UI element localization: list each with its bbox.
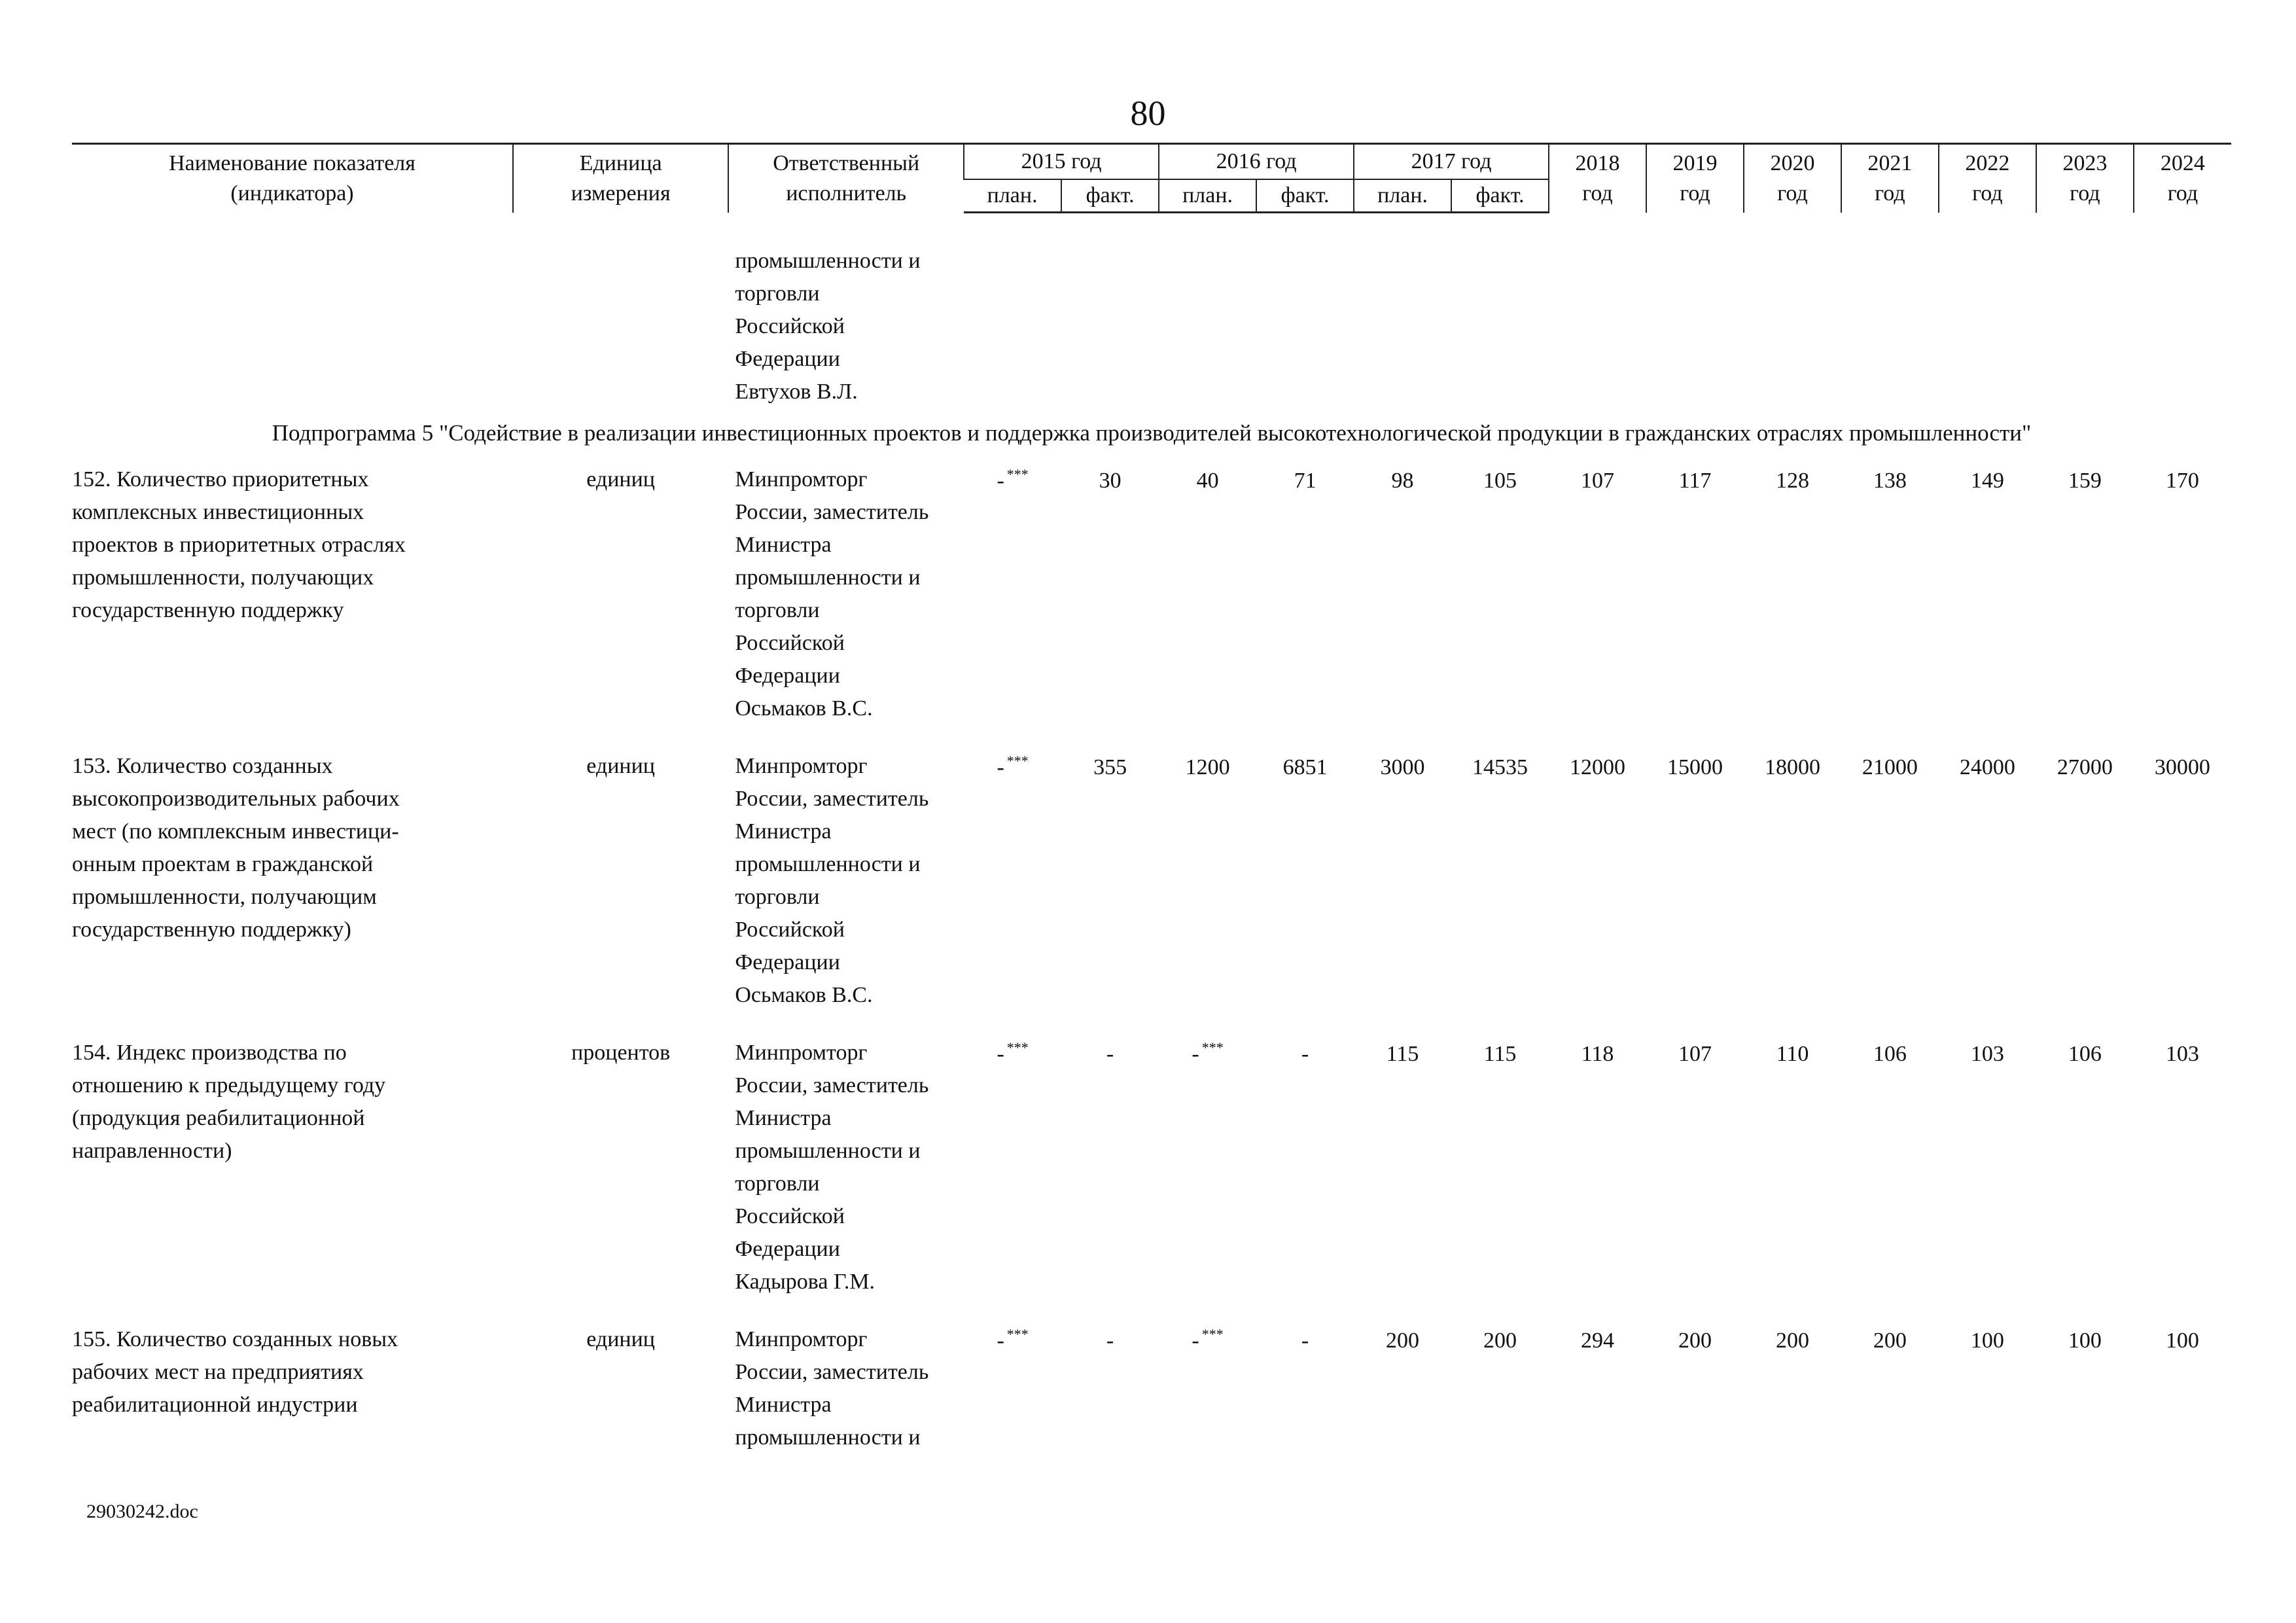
indicator-value <box>1451 458 1549 725</box>
responsible-line: промышленности и <box>735 852 921 876</box>
indicator-value-text: 118 <box>1581 1042 1614 1066</box>
indicator-value-text: - <box>1192 1042 1199 1066</box>
indicator-value <box>1939 745 2036 1012</box>
responsible-line: России, заместитель <box>735 787 929 811</box>
responsible-line: Минпромторг <box>735 1327 868 1351</box>
indicator-value <box>2036 1031 2134 1298</box>
header-unit <box>513 144 728 213</box>
indicator-name-line: (продукция реабилитационной <box>72 1106 365 1130</box>
table-row <box>72 1318 2231 1454</box>
responsible-line: России, заместитель <box>735 1073 929 1097</box>
indicator-value-text: 103 <box>2165 1042 2199 1066</box>
responsible-line: торговли <box>735 885 820 909</box>
responsible-line: Минпромторг <box>735 754 868 778</box>
indicator-value <box>1354 1318 1451 1454</box>
indicator-value <box>964 1031 1061 1298</box>
header-2017-plan: план. <box>1354 179 1451 213</box>
indicator-unit: единиц <box>586 467 656 491</box>
header-year-2022-num: 2022 <box>1965 151 2010 175</box>
indicator-value-text: 12000 <box>1570 755 1626 779</box>
document-filename: 29030242.doc <box>86 1501 198 1522</box>
indicator-name-line: мест (по комплексным инвестици- <box>72 819 399 844</box>
header-year-2018-suffix: год <box>1582 181 1613 205</box>
footnote-mark: *** <box>1006 753 1029 769</box>
indicator-value <box>1646 1031 1744 1298</box>
responsible-line: промышленности и <box>735 1139 921 1163</box>
header-year-2024-suffix: год <box>2167 181 2199 205</box>
responsible-line: Федерации <box>735 1237 840 1261</box>
table-header <box>72 144 2231 213</box>
indicator-value-text: - <box>997 755 1004 779</box>
indicator-value <box>1939 1031 2036 1298</box>
indicator-value-text: 200 <box>1386 1329 1420 1353</box>
indicator-value <box>1549 745 1646 1012</box>
indicator-value <box>1744 745 1841 1012</box>
header-2016-fact: факт. <box>1256 179 1354 213</box>
row-gap <box>72 1012 2231 1031</box>
header-responsible-line1: Ответственный <box>773 151 920 175</box>
indicator-value <box>1841 458 1939 725</box>
indicator-value <box>964 1318 1061 1454</box>
indicator-value-text: 107 <box>1678 1042 1712 1066</box>
indicator-name-line: реабилитационной индустрии <box>72 1393 358 1417</box>
table-row <box>72 458 2231 725</box>
header-year-2019 <box>1646 144 1744 213</box>
indicator-value-text: - <box>1106 1329 1114 1353</box>
indicator-name-line: 153. Количество созданных <box>72 754 333 778</box>
responsible-line: торговли <box>735 281 820 306</box>
indicator-name-line: государственную поддержку <box>72 598 344 622</box>
indicator-name-line: отношению к предыдущему году <box>72 1073 386 1097</box>
indicator-value <box>2134 1318 2231 1454</box>
header-year-2020 <box>1744 144 1841 213</box>
responsible-line: Российской <box>735 1204 845 1228</box>
indicator-value-text: 98 <box>1391 469 1414 493</box>
indicator-value-text: 24000 <box>1959 755 2015 779</box>
responsible-line: промышленности и <box>735 1425 921 1450</box>
indicator-value <box>964 745 1061 1012</box>
indicator-value-text: 30000 <box>2154 755 2210 779</box>
indicator-value-text: - <box>997 469 1004 493</box>
header-year-2021-num: 2021 <box>1867 151 1913 175</box>
header-name-line2: (индикатора) <box>230 181 354 205</box>
table-body <box>72 213 2231 1474</box>
header-year-2024 <box>2134 144 2231 213</box>
responsible-line: Министра <box>735 1106 832 1130</box>
indicator-value <box>1549 1031 1646 1298</box>
indicator-value <box>2036 458 2134 725</box>
indicator-value <box>1451 745 1549 1012</box>
indicator-value-text: - <box>1106 1042 1114 1066</box>
indicator-name-line: государственную поддержку) <box>72 918 351 942</box>
header-name <box>72 144 513 213</box>
header-year-2023-num: 2023 <box>2062 151 2108 175</box>
indicator-value <box>1354 745 1451 1012</box>
indicator-value-text: 40 <box>1196 469 1219 493</box>
indicator-value-text: 105 <box>1483 469 1517 493</box>
indicator-value <box>2036 1318 2134 1454</box>
indicator-name <box>72 1031 513 1298</box>
responsible-line: промышленности и <box>735 249 921 273</box>
indicator-value-text: 138 <box>1873 469 1907 493</box>
indicator-value-text: 117 <box>1678 469 1712 493</box>
responsible-line: Федерации <box>735 664 840 688</box>
indicator-value-text: 106 <box>2068 1042 2102 1066</box>
indicator-value-text: 200 <box>1775 1329 1809 1353</box>
indicator-value-text: 355 <box>1093 755 1127 779</box>
responsible-line: Министра <box>735 1393 832 1417</box>
page-number: 80 <box>1130 94 1166 133</box>
spacer-row <box>72 213 2231 245</box>
indicator-name-line: онным проектам в гражданской <box>72 852 374 876</box>
indicators-table <box>72 143 2231 1474</box>
indicator-value-text: 149 <box>1970 469 2004 493</box>
indicator-value <box>1841 1318 1939 1454</box>
indicator-value <box>1061 458 1159 725</box>
indicator-responsible <box>728 1031 964 1298</box>
header-2015-plan: план. <box>964 179 1061 213</box>
row-gap <box>72 725 2231 745</box>
indicator-value <box>1646 1318 1744 1454</box>
indicator-value <box>2134 745 2231 1012</box>
row-gap <box>72 1298 2231 1318</box>
indicator-value-text: 115 <box>1483 1042 1517 1066</box>
indicator-value-text: 110 <box>1776 1042 1809 1066</box>
footnote-mark: *** <box>1006 466 1029 482</box>
indicator-value-text: 103 <box>1970 1042 2004 1066</box>
header-2017-fact: факт. <box>1451 179 1549 213</box>
indicator-value-text: 6851 <box>1282 755 1328 779</box>
indicator-unit: единиц <box>586 754 656 778</box>
responsible-line: Минпромторг <box>735 467 868 491</box>
indicator-name-line: направленности) <box>72 1139 232 1163</box>
indicator-value <box>964 458 1061 725</box>
indicator-value <box>1061 1318 1159 1454</box>
indicator-value <box>1744 1031 1841 1298</box>
responsible-line: Осьмаков В.С. <box>735 983 873 1007</box>
indicator-value-text: 3000 <box>1380 755 1425 779</box>
header-responsible-line2: исполнитель <box>786 181 907 205</box>
indicator-value-text: 21000 <box>1862 755 1918 779</box>
indicator-value <box>1256 458 1354 725</box>
subprogram-row <box>72 408 2231 458</box>
header-year-2020-num: 2020 <box>1770 151 1815 175</box>
footnote-mark: *** <box>1006 1039 1029 1056</box>
responsible-line: Российской <box>735 918 845 942</box>
indicator-name-line: проектов в приоритетных отраслях <box>72 533 406 557</box>
header-name-line1: Наименование показателя <box>169 151 415 175</box>
indicator-value-text: 200 <box>1678 1329 1712 1353</box>
indicator-value-text: 128 <box>1775 469 1809 493</box>
header-year-2021-suffix: год <box>1875 181 1905 205</box>
responsible-line: Минпромторг <box>735 1041 868 1065</box>
header-year-2019-suffix: год <box>1680 181 1710 205</box>
indicator-value <box>1159 745 1256 1012</box>
indicator-value <box>1939 458 2036 725</box>
indicator-name-line: высокопроизводительных рабочих <box>72 787 400 811</box>
indicator-value <box>2134 1031 2231 1298</box>
row-gap <box>72 1454 2231 1474</box>
indicator-responsible <box>728 745 964 1012</box>
indicator-value <box>1646 745 1744 1012</box>
indicator-value <box>1256 1318 1354 1454</box>
indicator-value-text: 170 <box>2165 469 2199 493</box>
header-year-2020-suffix: год <box>1777 181 1808 205</box>
indicators-table-wrap <box>72 143 2231 1474</box>
header-year-2022-suffix: год <box>1972 181 2003 205</box>
indicator-value-text: 100 <box>1970 1329 2004 1353</box>
indicator-value-text: 200 <box>1873 1329 1907 1353</box>
header-year-2015: 2015 год <box>964 144 1159 180</box>
header-responsible <box>728 144 964 213</box>
responsible-line: России, заместитель <box>735 1360 929 1384</box>
header-year-2024-num: 2024 <box>2160 151 2205 175</box>
indicator-name <box>72 745 513 1012</box>
indicator-value <box>1939 1318 2036 1454</box>
indicator-value <box>1841 745 1939 1012</box>
responsible-line: Осьмаков В.С. <box>735 696 873 721</box>
indicator-value <box>1061 745 1159 1012</box>
responsible-line: торговли <box>735 598 820 622</box>
indicator-name-line: 155. Количество созданных новых <box>72 1327 398 1351</box>
indicator-responsible <box>728 1318 964 1454</box>
header-year-2018 <box>1549 144 1646 213</box>
indicator-value <box>1744 458 1841 725</box>
indicator-value <box>1256 745 1354 1012</box>
header-2016-plan: план. <box>1159 179 1256 213</box>
footnote-mark: *** <box>1201 1326 1224 1342</box>
indicator-unit: процентов <box>571 1041 671 1065</box>
indicator-value <box>1451 1318 1549 1454</box>
header-year-2023-suffix: год <box>2070 181 2100 205</box>
indicator-value <box>1159 458 1256 725</box>
indicator-value <box>1256 1031 1354 1298</box>
indicator-value-text: 106 <box>1873 1042 1907 1066</box>
indicator-value <box>1354 1031 1451 1298</box>
header-year-2019-num: 2019 <box>1672 151 1718 175</box>
indicator-value <box>1744 1318 1841 1454</box>
indicator-value-text: - <box>997 1042 1004 1066</box>
indicator-value <box>1061 1031 1159 1298</box>
responsible-line: России, заместитель <box>735 500 929 524</box>
indicator-value-text: 100 <box>2165 1329 2199 1353</box>
indicator-name <box>72 1318 513 1454</box>
indicator-value <box>1159 1318 1256 1454</box>
continuation-row <box>72 245 2231 408</box>
indicator-value-text: 30 <box>1099 469 1122 493</box>
indicator-value-text: 100 <box>2068 1329 2102 1353</box>
header-year-2017: 2017 год <box>1354 144 1549 180</box>
indicator-value-text: 294 <box>1581 1329 1615 1353</box>
table-row <box>72 745 2231 1012</box>
indicator-value-text: 71 <box>1294 469 1316 493</box>
responsible-line: торговли <box>735 1171 820 1196</box>
indicator-value-text: 15000 <box>1667 755 1723 779</box>
indicator-value <box>2036 745 2134 1012</box>
header-year-2018-num: 2018 <box>1575 151 1620 175</box>
indicator-name-line: 154. Индекс производства по <box>72 1041 347 1065</box>
indicator-value <box>1159 1031 1256 1298</box>
indicator-value-text: 107 <box>1581 469 1615 493</box>
indicator-value <box>1451 1031 1549 1298</box>
indicator-responsible <box>728 458 964 725</box>
responsible-line: промышленности и <box>735 565 921 590</box>
responsible-line: Евтухов В.Л. <box>735 380 858 404</box>
indicator-value-text: - <box>1301 1042 1309 1066</box>
header-year-2016: 2016 год <box>1159 144 1354 180</box>
responsible-line: Российской <box>735 631 845 655</box>
indicator-value-text: 1200 <box>1185 755 1230 779</box>
responsible-line: Министра <box>735 819 832 844</box>
responsible-line: Министра <box>735 533 832 557</box>
header-year-2023 <box>2036 144 2134 213</box>
header-unit-line1: Единица <box>579 151 662 175</box>
indicator-value-text: 27000 <box>2057 755 2113 779</box>
indicator-value-text: 14535 <box>1472 755 1528 779</box>
continuation-responsible <box>728 245 964 408</box>
indicator-name <box>72 458 513 725</box>
responsible-line: Федерации <box>735 347 840 371</box>
responsible-line: Кадырова Г.М. <box>735 1270 875 1294</box>
indicator-value <box>1549 1318 1646 1454</box>
indicator-value-text: - <box>1301 1329 1309 1353</box>
indicator-value <box>1646 458 1744 725</box>
indicator-value-text: - <box>997 1329 1004 1353</box>
indicator-value <box>1841 1031 1939 1298</box>
header-year-2022 <box>1939 144 2036 213</box>
indicator-value-text: - <box>1192 1329 1199 1353</box>
indicator-value <box>2134 458 2231 725</box>
indicator-value-text: 159 <box>2068 469 2102 493</box>
footnote-mark: *** <box>1201 1039 1224 1056</box>
indicator-name-line: промышленности, получающих <box>72 565 374 590</box>
indicator-value <box>1549 458 1646 725</box>
indicator-name-line: промышленности, получающим <box>72 885 377 909</box>
header-year-2021 <box>1841 144 1939 213</box>
responsible-line: Российской <box>735 314 845 338</box>
table-row <box>72 1031 2231 1298</box>
indicator-value-text: 200 <box>1483 1329 1517 1353</box>
indicator-name-line: комплексных инвестиционных <box>72 500 364 524</box>
header-unit-line2: измерения <box>571 181 671 205</box>
subprogram-title: Подпрограмма 5 "Содействие в реализации инвестиционных проектов и поддержка производителей высокотехнологической продукции в гражданских отраслях промышленности" <box>272 420 2032 446</box>
header-2015-fact: факт. <box>1061 179 1159 213</box>
indicator-name-line: 152. Количество приоритетных <box>72 467 369 491</box>
footnote-mark: *** <box>1006 1326 1029 1342</box>
indicator-value-text: 115 <box>1386 1042 1419 1066</box>
indicator-unit: единиц <box>586 1327 656 1351</box>
responsible-line: Федерации <box>735 950 840 974</box>
indicator-name-line: рабочих мест на предприятиях <box>72 1360 364 1384</box>
indicator-value-text: 18000 <box>1764 755 1820 779</box>
indicator-value <box>1354 458 1451 725</box>
